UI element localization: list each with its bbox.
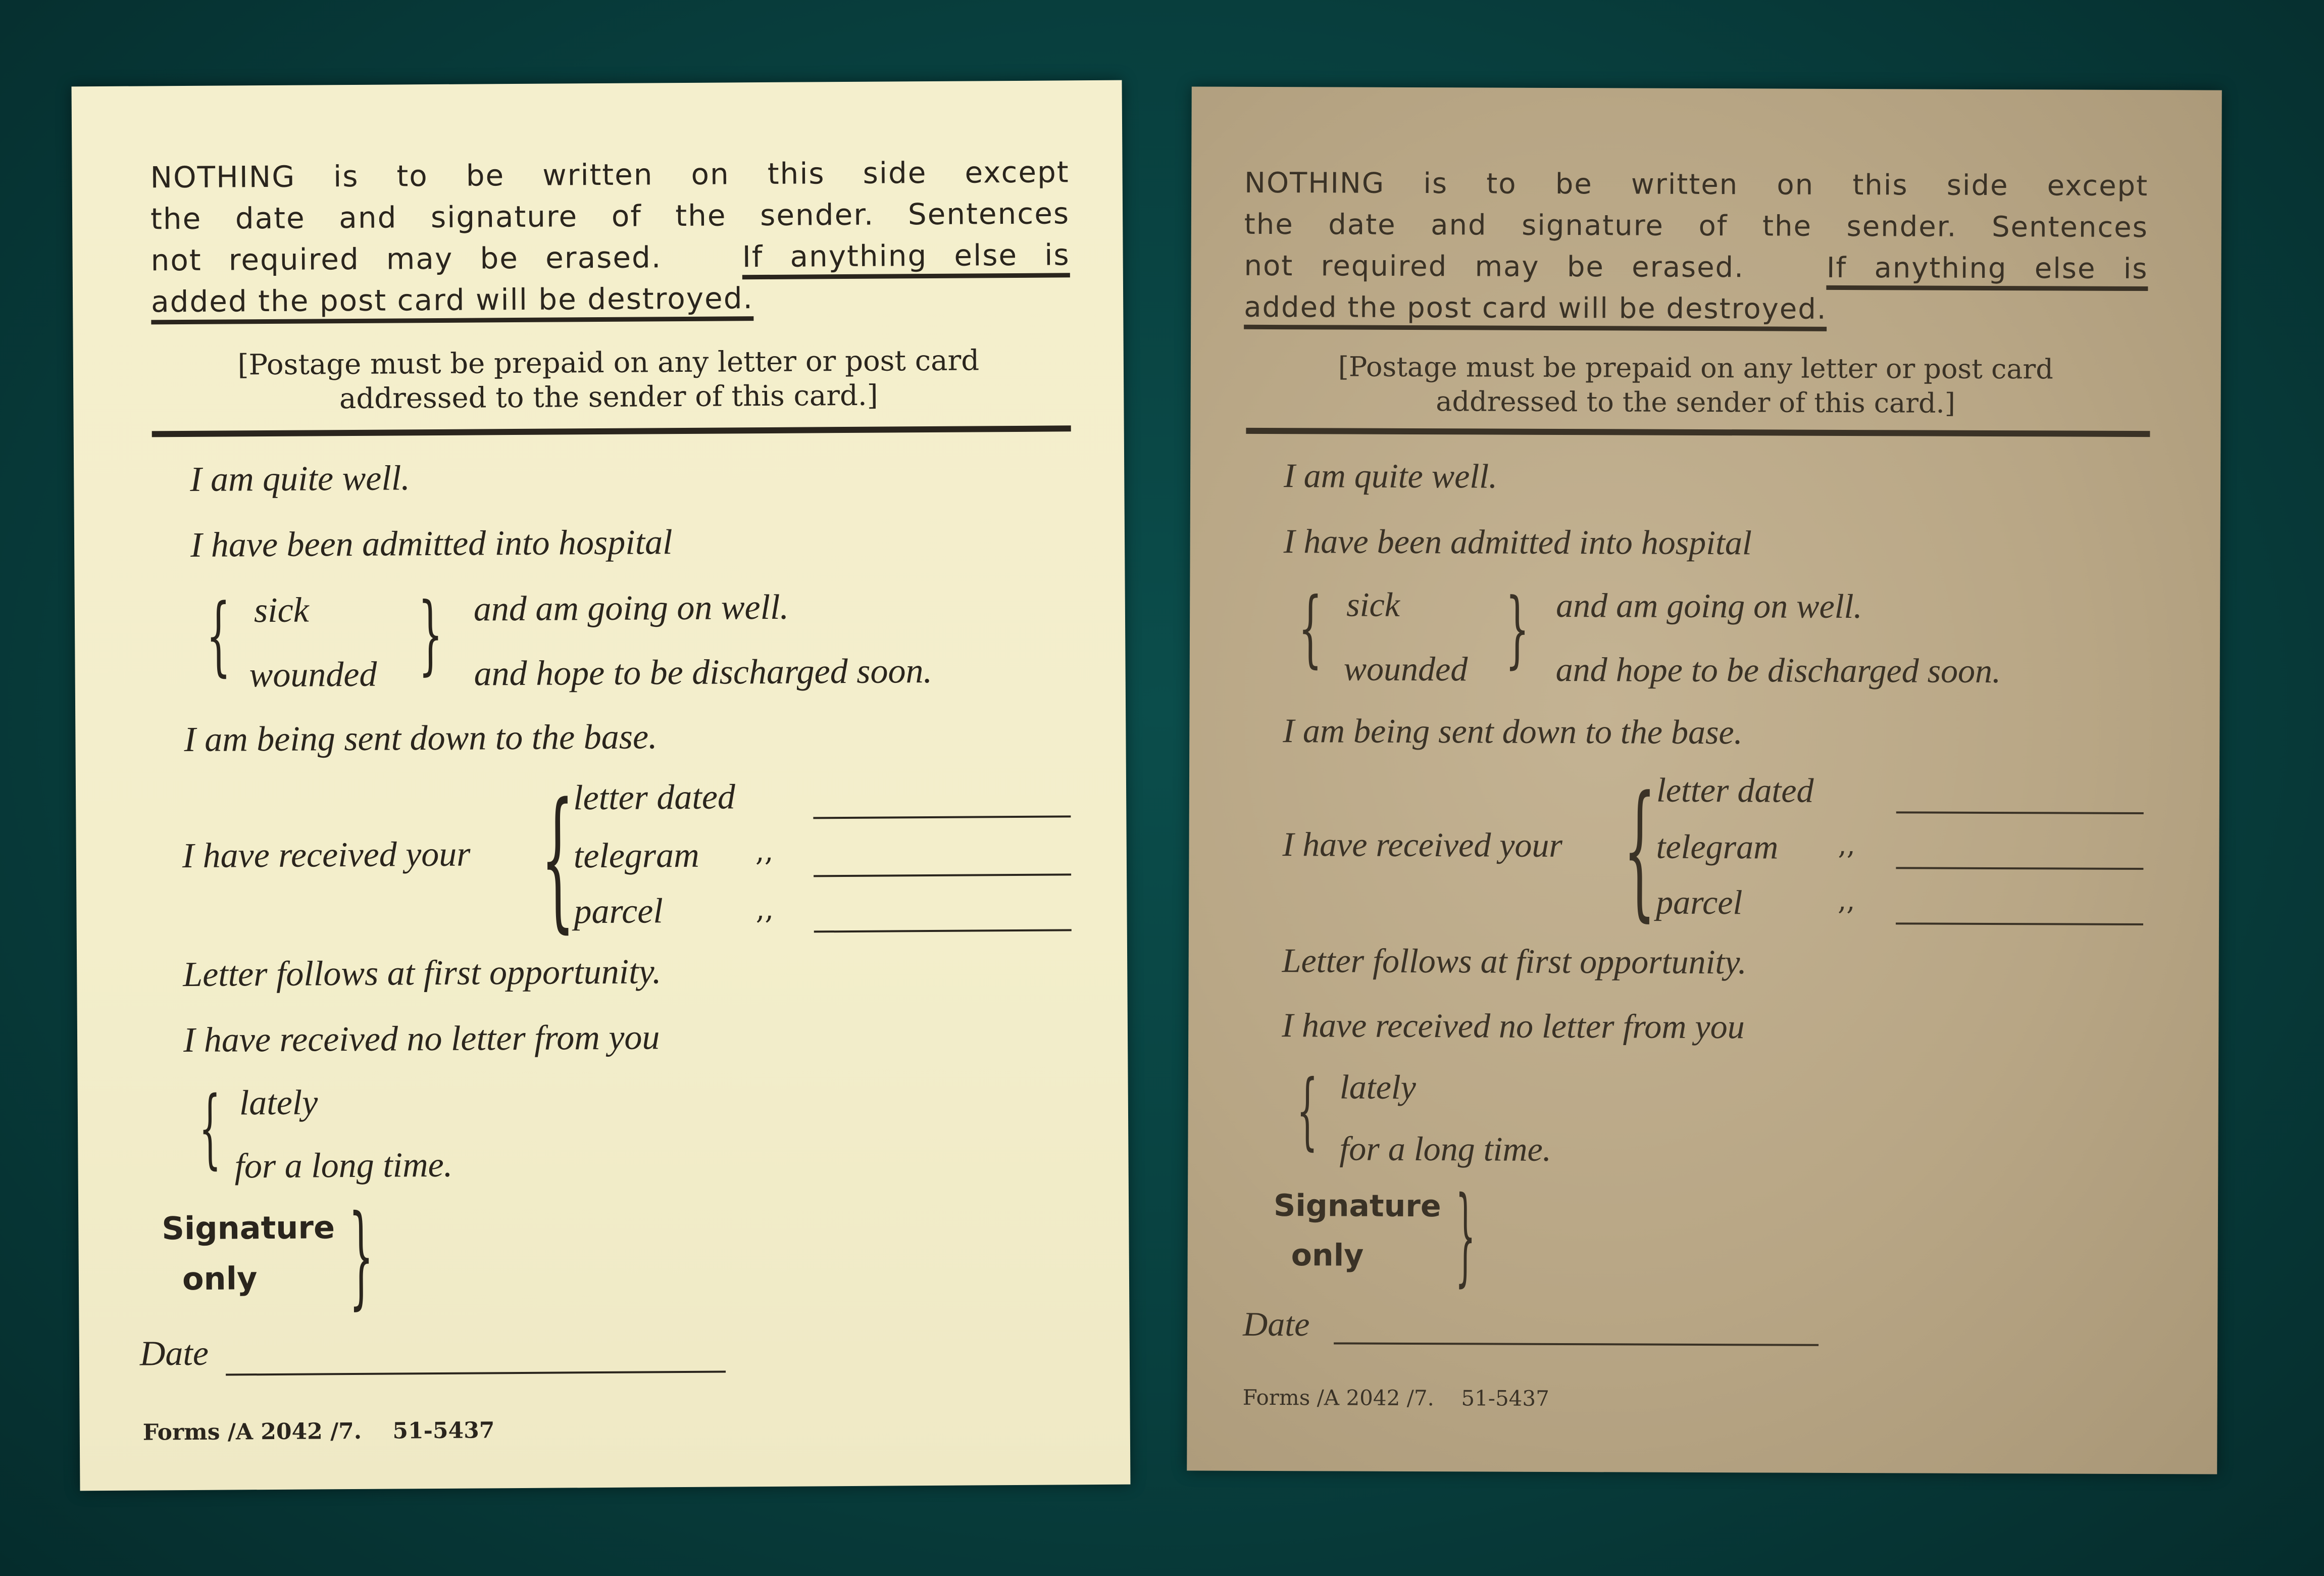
option-lately: lately [239, 1083, 318, 1123]
left-brace: { [1623, 765, 1656, 935]
option-long-time: for a long time. [234, 1145, 453, 1186]
divider-rule [1246, 428, 2150, 437]
option-sent-to-base: I am being sent down to the base. [1283, 711, 1743, 752]
postage-line: addressed to the sender of this card.] [1436, 385, 1955, 419]
notice-line [151, 275, 1070, 322]
option-sick: sick [254, 590, 309, 630]
option-admitted-hospital: I have been admitted into hospital [190, 523, 673, 565]
notice-line [150, 234, 1070, 281]
option-letter-follows: Letter follows at first opportunity. [1282, 941, 1747, 981]
ditto-mark: ,, [755, 893, 774, 926]
left-brace: { [206, 585, 231, 686]
option-received-your: I have received your [182, 834, 471, 876]
notice-underlined-text: added the post card will be destroyed. [1244, 291, 1827, 331]
notice-line [1244, 245, 2148, 290]
notice-underlined-text: added the post card will be destroyed. [151, 281, 753, 324]
option-quite-well: I am quite well. [190, 459, 410, 499]
card-content [72, 80, 1131, 1491]
card-content [1187, 86, 2222, 1474]
option-discharged: and hope to be discharged soon. [474, 651, 933, 694]
right-brace: } [418, 584, 443, 685]
option-long-time: for a long time. [1339, 1129, 1551, 1168]
date-label: Date [1243, 1304, 1310, 1344]
option-sick: sick [1346, 585, 1400, 624]
notice-line: the date and signature of the sender. Sentences [1244, 208, 2148, 244]
postage-line: addressed to the sender of this card.] [339, 379, 878, 416]
notice-line: NOTHING is to be written on this side except [150, 155, 1070, 195]
right-brace: } [1455, 1173, 1476, 1298]
option-lately: lately [1339, 1067, 1417, 1107]
divider-rule [152, 425, 1071, 437]
field-service-postcard-right [1187, 86, 2222, 1474]
postage-note [1238, 350, 2152, 421]
received-telegram: telegram [573, 835, 699, 876]
notice-text [150, 151, 1070, 322]
left-brace: { [1296, 1062, 1319, 1159]
option-received-your: I have received your [1282, 825, 1563, 865]
left-brace: { [1298, 579, 1323, 677]
received-telegram: telegram [1656, 827, 1779, 866]
field-service-postcard-left [72, 80, 1131, 1491]
date-label: Date [139, 1334, 209, 1373]
notice-line: the date and signature of the sender. Sentences [150, 196, 1070, 236]
postage-line: [Postage must be prepaid on any letter or post card [237, 344, 980, 382]
option-quite-well: I am quite well. [1283, 456, 1498, 496]
form-code: Forms /A 2042 /7. [142, 1418, 362, 1446]
right-brace: } [1505, 580, 1530, 677]
form-number [1243, 1385, 1549, 1411]
notice-text-part: not required may be erased. [1244, 249, 1745, 284]
option-going-well: and am going on well. [473, 587, 789, 629]
left-brace: { [540, 770, 575, 947]
parcel-date-blank [814, 929, 1072, 932]
notice-underlined-text: If anything else is [1827, 252, 2148, 291]
signature-label: Signature [162, 1209, 335, 1247]
postage-line: [Postage must be prepaid on any letter or post card [1338, 351, 2053, 385]
option-discharged: and hope to be discharged soon. [1555, 650, 2001, 691]
notice-underlined-text: If anything else is [742, 237, 1070, 279]
form-number [143, 1417, 495, 1445]
form-serial: 51-5437 [1461, 1386, 1549, 1411]
form-serial: 51-5437 [392, 1417, 495, 1444]
telegram-date-blank [1896, 867, 2143, 870]
received-letter-dated: letter dated [1656, 770, 1814, 810]
option-going-well: and am going on well. [1556, 585, 1862, 626]
notice-line [1244, 287, 2148, 331]
option-wounded: wounded [1343, 649, 1468, 688]
option-wounded: wounded [249, 655, 377, 695]
signature-label: Signature [1273, 1188, 1441, 1224]
ditto-mark: ,, [1838, 828, 1856, 861]
option-sent-to-base: I am being sent down to the base. [184, 717, 658, 760]
signature-only-label: only [1291, 1238, 1364, 1273]
notice-line: NOTHING is to be written on this side except [1244, 166, 2149, 203]
option-no-letter: I have received no letter from you [183, 1018, 660, 1060]
signature-only-label: only [182, 1260, 258, 1298]
date-blank [226, 1371, 726, 1376]
postage-note [144, 343, 1074, 417]
received-parcel: parcel [1656, 882, 1743, 922]
ditto-mark: ,, [755, 834, 774, 868]
ditto-mark: ,, [1838, 884, 1855, 917]
notice-text-part: not required may be erased. [150, 240, 662, 278]
received-parcel: parcel [574, 892, 663, 931]
parcel-date-blank [1896, 922, 2143, 925]
notice-text [1244, 163, 2148, 331]
letter-date-blank [1896, 811, 2144, 814]
option-admitted-hospital: I have been admitted into hospital [1283, 522, 1752, 562]
option-no-letter: I have received no letter from you [1282, 1006, 1745, 1046]
date-blank [1334, 1342, 1818, 1346]
form-code: Forms /A 2042 /7. [1242, 1385, 1435, 1411]
left-brace: { [198, 1078, 222, 1178]
received-letter-dated: letter dated [573, 777, 736, 818]
option-letter-follows: Letter follows at first opportunity. [183, 952, 662, 995]
telegram-date-blank [814, 873, 1071, 877]
letter-date-blank [813, 815, 1071, 819]
right-brace: } [348, 1191, 374, 1321]
